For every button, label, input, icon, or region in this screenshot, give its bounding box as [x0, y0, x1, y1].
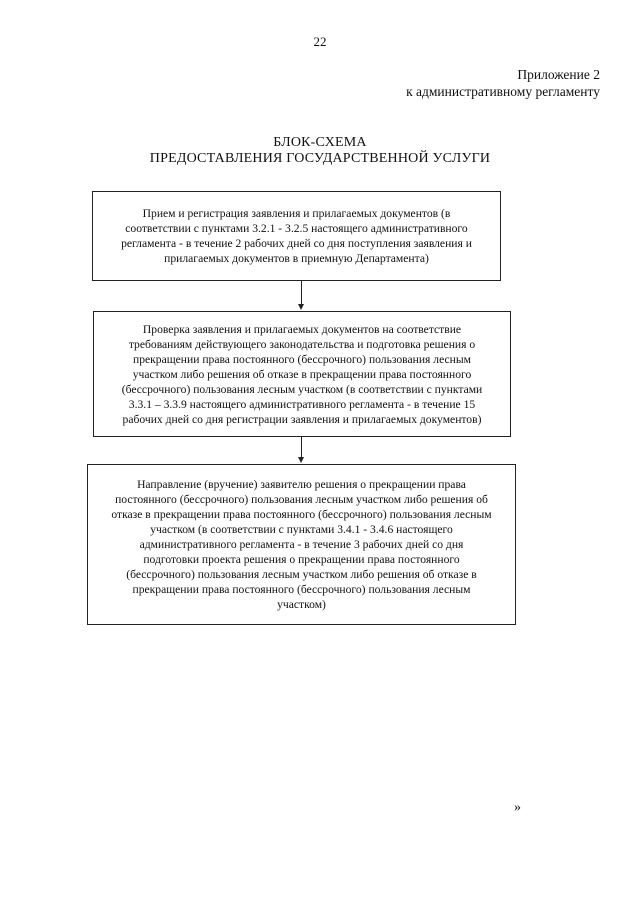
arrow-down-icon	[298, 304, 304, 310]
step-line: участком)	[277, 598, 326, 611]
step-line: требованиям действующего законодательства и подготовка решения о	[128, 337, 476, 351]
appendix-header	[406, 66, 600, 100]
step-box-verification	[93, 311, 511, 437]
step-line: регламента - в течение 2 рабочих дней со дня поступления заявления и	[121, 237, 472, 250]
arrow-connector	[301, 437, 302, 458]
step-line: отказе в прекращении права постоянного (бессрочного) пользования лесным	[111, 508, 492, 521]
step-line: 3.3.1 – 3.3.9 настоящего административного регламента - в течение 15	[128, 397, 476, 411]
step-line: прилагаемых документов в приемную Департамента)	[164, 252, 429, 265]
appendix-subtitle: к административному регламенту	[406, 84, 600, 99]
step-line: соответствии с пунктами 3.2.1 - 3.2.5 настоящего административного	[125, 222, 468, 235]
step-line: рабочих дней со дня регистрации заявления и прилагаемых документов)	[122, 412, 482, 426]
step-text	[111, 477, 491, 612]
page-number: 22	[313, 34, 327, 49]
step-text	[121, 206, 472, 266]
step-line: подготовки проекта решения о прекращении права постоянного	[143, 553, 460, 566]
step-line: (бессрочного) пользования лесным участком (в соответствии с пунктами	[121, 382, 483, 396]
appendix-title: Приложение 2	[517, 67, 600, 82]
flowchart-title-line1: БЛОК-СХЕМА	[273, 135, 367, 150]
step-line: участком либо решения об отказе в прекращении права постоянного	[132, 367, 472, 381]
closing-quote-mark: »	[514, 800, 521, 815]
step-line: прекращении права постоянного (бессрочного) пользования лесным	[133, 352, 471, 366]
step-box-delivery	[87, 464, 516, 625]
step-box-reception	[92, 191, 501, 281]
step-line: постоянного (бессрочного) пользования лесным участком либо решения об	[115, 493, 488, 506]
step-line: прекращении права постоянного (бессрочного) пользования лесным	[132, 583, 471, 596]
step-line: Направление (вручение) заявителю решения о прекращении права	[137, 478, 466, 491]
step-line: Проверка заявления и прилагаемых документов на соответствие	[142, 322, 462, 336]
step-text	[122, 322, 483, 427]
step-line: Прием и регистрация заявления и прилагаемых документов (в	[142, 207, 451, 220]
arrow-down-icon	[298, 457, 304, 463]
step-line: (бессрочного) пользования лесным участком либо решения об отказе в	[126, 568, 477, 581]
flowchart-title	[0, 135, 640, 167]
step-line: административного регламента - в течение 3 рабочих дней со дня	[139, 538, 464, 551]
arrow-connector	[301, 281, 302, 305]
flowchart-title-line2: ПРЕДОСТАВЛЕНИЯ ГОСУДАРСТВЕННОЙ УСЛУГИ	[149, 151, 491, 166]
step-line: участком (в соответствии с пунктами 3.4.1 - 3.4.6 настоящего	[150, 523, 453, 536]
